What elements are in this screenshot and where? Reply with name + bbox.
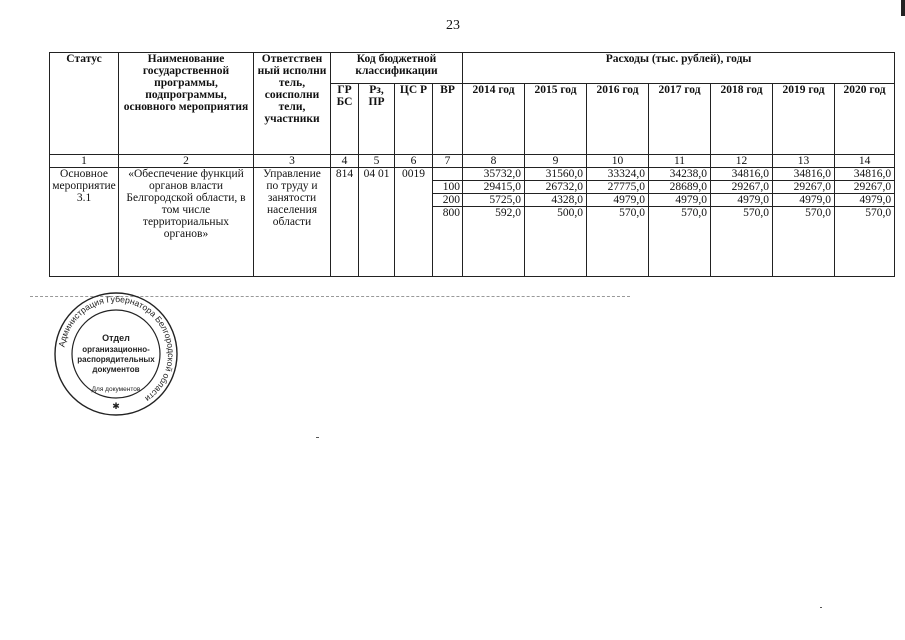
amount: 33324,0	[587, 168, 648, 181]
page-number: 23	[446, 18, 460, 33]
amount: 500,0	[557, 207, 584, 219]
amount: 570,0	[743, 207, 770, 219]
stamp-ring-bottom: Для документов	[91, 386, 141, 393]
amount: 4979,0	[835, 194, 894, 207]
year-2014-cell	[463, 168, 525, 277]
header-name: Наименование государственной программы, подпрограммы, основного мероприятия	[119, 53, 254, 155]
header-year: 2019 год	[773, 84, 835, 155]
amount: 592,0	[495, 207, 522, 219]
row-rz-pr: 04 01	[359, 168, 395, 277]
column-number: 5	[359, 155, 395, 168]
table-row	[50, 168, 895, 277]
year-2016-cell	[587, 168, 649, 277]
star-icon: ✱	[112, 401, 120, 411]
row-cs-r: 0019	[395, 168, 433, 277]
header-year: 2014 год	[463, 84, 525, 155]
column-number: 12	[711, 155, 773, 168]
scan-speck	[820, 607, 822, 608]
column-number: 6	[395, 155, 433, 168]
amount: 31560,0	[525, 168, 586, 181]
amount: 4328,0	[525, 194, 586, 207]
amount: 34816,0	[773, 168, 834, 181]
row-gr-bs: 814	[331, 168, 359, 277]
amount: 29267,0	[835, 181, 894, 194]
amount: 570,0	[805, 207, 832, 219]
year-2015-cell	[525, 168, 587, 277]
office-stamp	[53, 291, 179, 417]
year-2019-cell	[773, 168, 835, 277]
stamp-center-line: организационно-	[82, 345, 150, 354]
amount: 34816,0	[835, 168, 894, 181]
column-number: 4	[331, 155, 359, 168]
stamp-center-line: документов	[92, 365, 140, 374]
column-number: 13	[773, 155, 835, 168]
row-status: Основное мероприятие 3.1	[50, 168, 119, 277]
amount: 4979,0	[773, 194, 834, 207]
amount: 4979,0	[649, 194, 710, 207]
column-number: 11	[649, 155, 711, 168]
vr-value: 800	[442, 207, 461, 219]
header-responsible: Ответствен ный исполни тель, соисполни тели, участники	[254, 53, 331, 155]
vr-value	[433, 168, 462, 181]
amount: 29267,0	[711, 181, 772, 194]
header-vr: ВР	[433, 84, 463, 155]
stamp-center-line: распорядительных	[77, 355, 155, 364]
header-year: 2017 год	[649, 84, 711, 155]
corner-mark	[901, 0, 905, 16]
header-status: Статус	[50, 53, 119, 155]
amount: 28689,0	[649, 181, 710, 194]
vr-value: 200	[433, 194, 462, 207]
column-number: 2	[119, 155, 254, 168]
amount: 35732,0	[463, 168, 524, 181]
amount: 4979,0	[587, 194, 648, 207]
amount: 570,0	[619, 207, 646, 219]
column-number: 7	[433, 155, 463, 168]
vr-value: 100	[433, 181, 462, 194]
column-number: 14	[835, 155, 895, 168]
amount: 26732,0	[525, 181, 586, 194]
header-cs-r: ЦС Р	[395, 84, 433, 155]
stamp-center-line: Отдел	[102, 333, 130, 343]
header-year: 2015 год	[525, 84, 587, 155]
row-responsible: Управление по труду и занятости населения области	[254, 168, 331, 277]
header-rz-pr: Рз, ПР	[359, 84, 395, 155]
budget-table	[49, 52, 895, 277]
header-expenses: Расходы (тыс. рублей), годы	[463, 53, 895, 84]
scan-speck	[316, 437, 319, 438]
amount: 570,0	[865, 207, 892, 219]
stamp-ring-text: Администрация Губернатора Белгородской области	[56, 293, 177, 405]
header-year: 2020 год	[835, 84, 895, 155]
amount: 34816,0	[711, 168, 772, 181]
amount: 29415,0	[463, 181, 524, 194]
amount: 5725,0	[463, 194, 524, 207]
header-year: 2018 год	[711, 84, 773, 155]
column-number: 9	[525, 155, 587, 168]
row-name: «Обеспечение функций органов власти Белгородской области, в том числе территориальных органов»	[119, 168, 254, 277]
column-number: 3	[254, 155, 331, 168]
column-number: 10	[587, 155, 649, 168]
header-budget-code: Код бюджетной классификации	[331, 53, 463, 84]
header-gr-bs: ГР БС	[331, 84, 359, 155]
amount: 29267,0	[773, 181, 834, 194]
amount: 4979,0	[711, 194, 772, 207]
header-year: 2016 год	[587, 84, 649, 155]
amount: 34238,0	[649, 168, 710, 181]
amount: 570,0	[681, 207, 708, 219]
column-number: 8	[463, 155, 525, 168]
column-number: 1	[50, 155, 119, 168]
amount: 27775,0	[587, 181, 648, 194]
year-2018-cell	[711, 168, 773, 277]
row-vr-cell	[433, 168, 463, 277]
year-2017-cell	[649, 168, 711, 277]
year-2020-cell	[835, 168, 895, 277]
